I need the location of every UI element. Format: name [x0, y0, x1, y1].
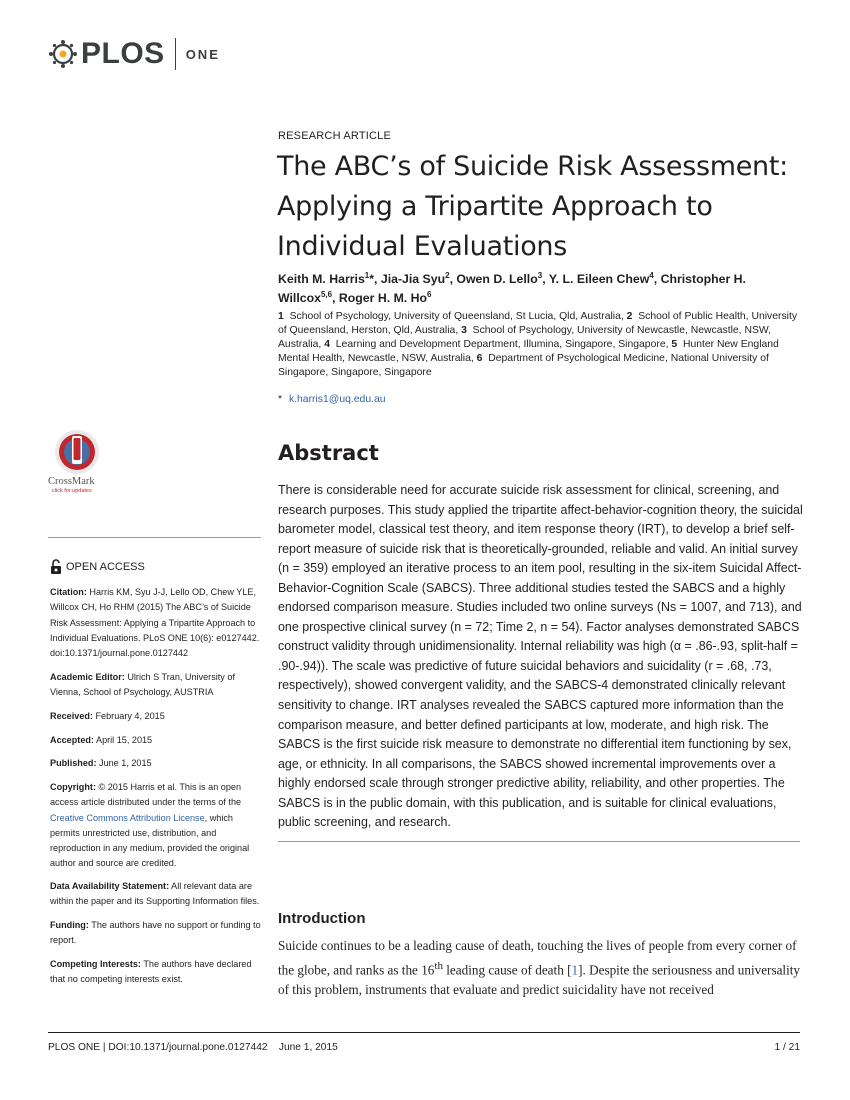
affiliation-text: Department of Psychological Medicine, National University of Singapore, Singapore, Singapore — [278, 353, 769, 378]
author-name: Roger H. M. Ho — [338, 291, 428, 306]
author-affiliation-sup: 1 — [364, 271, 370, 280]
affiliation-text: School of Psychology, University of Queensland, St Lucia, Qld, Australia, — [289, 311, 624, 322]
intro-text-3: ]. Despite the seriousness and universality of this problem, instruments that evaluate and predict suicidality have not received — [278, 962, 801, 998]
data-availability-label: Data Availability Statement: — [50, 881, 170, 891]
introduction-body — [278, 936, 804, 1000]
plos-one-logo[interactable] — [48, 34, 220, 74]
accepted-date: April 15, 2015 — [96, 735, 153, 745]
data-availability-text: All relevant data are within the paper and its Supporting Information files. — [50, 881, 260, 907]
competing-interests-label: Competing Interests: — [50, 959, 141, 969]
published-label: Published: — [50, 758, 97, 768]
author-affiliation-sup: 4 — [649, 271, 654, 280]
author-separator: , — [653, 272, 661, 287]
citation-label: Citation: — [50, 587, 87, 597]
corresponding-marker: * — [278, 394, 283, 405]
author-affiliation-sup: 3 — [537, 271, 543, 280]
intro-text-2: leading cause of death [ — [442, 962, 572, 978]
license-link[interactable]: Creative Commons Attribution License — [50, 812, 205, 823]
funding-label: Funding: — [50, 920, 89, 930]
reference-link[interactable]: 1 — [571, 962, 579, 978]
received-label: Received: — [50, 711, 93, 721]
copyright-block — [50, 780, 262, 872]
footer-divider — [48, 1032, 800, 1033]
footer-citation: PLOS ONE | DOI:10.1371/journal.pone.0127442 June 1, 2015 — [48, 1042, 338, 1053]
plos-logo-icon — [48, 39, 78, 69]
citation-text: Harris KM, Syu J-J, Lello OD, Chew YLE, Willcox CH, Ho RHM (2015) The ABC’s of Suicide Risk Assessment: Applying a Tripartite Approach to Individual Evaluations. PLoS ONE 10(6): e0127442. doi:10.1371/journal.pone.0127442 — [50, 587, 260, 659]
crossmark-sublabel: click for updates — [52, 488, 92, 494]
abstract-body: There is considerable need for accurate suicide risk assessment for clinical, screening, and research purposes. This study applied the tripartite affect-behavior-cognition theory, the suicidal barometer model, classical test theory, and item response theory (IRT), to develop a brief self-report measure of suicide risk that is theoretically-grounded, reliable and valid. An initial survey (n = 359) employed an iterative process to an item pool, resulting in the six-item Suicidal Affect-Behavior-Cognition Scale (SABCS). Three additional studies tested the SABCS and a highly endorsed comparison measure. Studies included two online surveys (Ns = 1007, and 713), and one prospective clinical survey (n = 72; Time 2, n = 54). Factor analyses demonstrated SABCS construct validity through unidimensionality. Internal reliability was high (α = .86-.93, split-half = .90-.94)). The scale was predictive of future suicidal behaviors and suicidality (r = .68, .73, respectively), showed convergent validity, and the SABCS-4 demonstrated clinically relevant sensitivity to change. IRT analyses revealed the SABCS captured more information than the comparison measure, and better defined participants at low, moderate, and high risk. The SABCS is the first suicide risk measure to demonstrate no differential item functioning by sex, age, or ethnicity. In all comparisons, the SABCS showed incremental improvements over a highly endorsed scale through stronger predictive ability, reliability, and other properties. The SABCS is in the public domain, with this publication, and is suitable for clinical evaluations, public screening, and research. — [278, 483, 803, 830]
author-list — [278, 268, 798, 306]
logo-separator — [175, 38, 176, 70]
article-title: The ABC’s of Suicide Risk Assessment: Applying a Tripartite Approach to Individual Evaluations — [277, 151, 788, 262]
introduction-heading: Introduction — [278, 910, 366, 927]
funding-block — [50, 918, 262, 949]
page-number: 1 / 21 — [774, 1042, 800, 1053]
article-type: RESEARCH ARTICLE — [278, 130, 392, 142]
abstract-heading: Abstract — [278, 441, 379, 465]
open-lock-icon — [50, 559, 62, 574]
affiliation-text: School of Public Health, University of Queensland, Herston, Qld, Australia, — [278, 311, 798, 336]
crossmark-label: CrossMark — [48, 476, 95, 487]
author-affiliation-sup: 6 — [427, 290, 432, 300]
affiliation-number: 3 — [461, 325, 467, 336]
accepted-label: Accepted: — [50, 735, 94, 745]
affiliation-text: School of Psychology, University of Newcastle, Newcastle, NSW, Australia, — [278, 325, 772, 350]
affiliation-number: 1 — [278, 311, 284, 322]
affiliation-text: Hunter New England Mental Health, Newcastle, NSW, Australia, — [278, 339, 779, 364]
logo-suffix: ONE — [185, 46, 220, 62]
affiliation-number: 2 — [626, 311, 633, 322]
competing-interests-text: The authors have declared that no competing interests exist. — [50, 959, 252, 985]
copyright-label: Copyright: — [50, 782, 96, 792]
received-date: February 4, 2015 — [95, 711, 165, 721]
affiliations — [278, 310, 808, 380]
copyright-text-after: , which permits unrestricted use, distribution, and reproduction in any medium, provided the original author and source are credited. — [50, 812, 250, 869]
editor-text: Ulrich S Tran, University of Vienna, School of Psychology, AUSTRIA — [50, 672, 235, 698]
affiliation-text: Learning and Development Department, Illumina, Singapore, Singapore, — [335, 339, 669, 350]
author-separator: , — [542, 272, 549, 287]
author-name: Christopher H. Willcox — [278, 272, 746, 306]
citation-block — [50, 585, 262, 661]
open-access-label: OPEN ACCESS — [66, 560, 145, 573]
published-block — [50, 756, 262, 771]
corresponding-author — [278, 394, 386, 405]
sidebar-divider — [48, 537, 261, 538]
intro-text-1: Suicide continues to be a leading cause of death, touching the lives of people from every corner of the globe, and ranks as the 16 — [278, 938, 797, 978]
accepted-block — [50, 733, 262, 748]
funding-text: The authors have no support or funding to report. — [50, 920, 261, 946]
published-date: June 1, 2015 — [99, 758, 152, 768]
intro-ordinal-sup: th — [434, 960, 443, 972]
author-affiliation-sup: 2 — [445, 271, 450, 280]
received-block — [50, 709, 262, 724]
author-name: Keith M. Harris — [278, 272, 365, 287]
author-name: Y. L. Eileen Chew — [548, 272, 650, 287]
editor-label: Academic Editor: — [50, 672, 125, 682]
author-name: Owen D. Lello — [456, 272, 538, 287]
author-affiliation-sup: 5,6 — [320, 290, 333, 300]
logo-text: PLOS — [81, 37, 165, 70]
corresponding-email-link[interactable]: k.harris1@uq.edu.au — [288, 394, 386, 405]
competing-interests-block — [50, 957, 262, 988]
open-access-badge — [50, 559, 145, 574]
affiliation-number: 6 — [476, 353, 483, 364]
copyright-text: © 2015 Harris et al. This is an open access article distributed under the terms of the — [50, 782, 242, 808]
affiliation-number: 4 — [324, 339, 330, 350]
author-separator: *, — [369, 272, 381, 287]
author-separator: , — [332, 291, 339, 306]
abstract-divider — [278, 841, 800, 842]
author-separator: , — [449, 272, 457, 287]
affiliation-number: 5 — [671, 339, 678, 350]
author-name: Jia-Jia Syu — [380, 272, 446, 287]
editor-block — [50, 670, 262, 701]
data-availability-block — [50, 879, 262, 910]
